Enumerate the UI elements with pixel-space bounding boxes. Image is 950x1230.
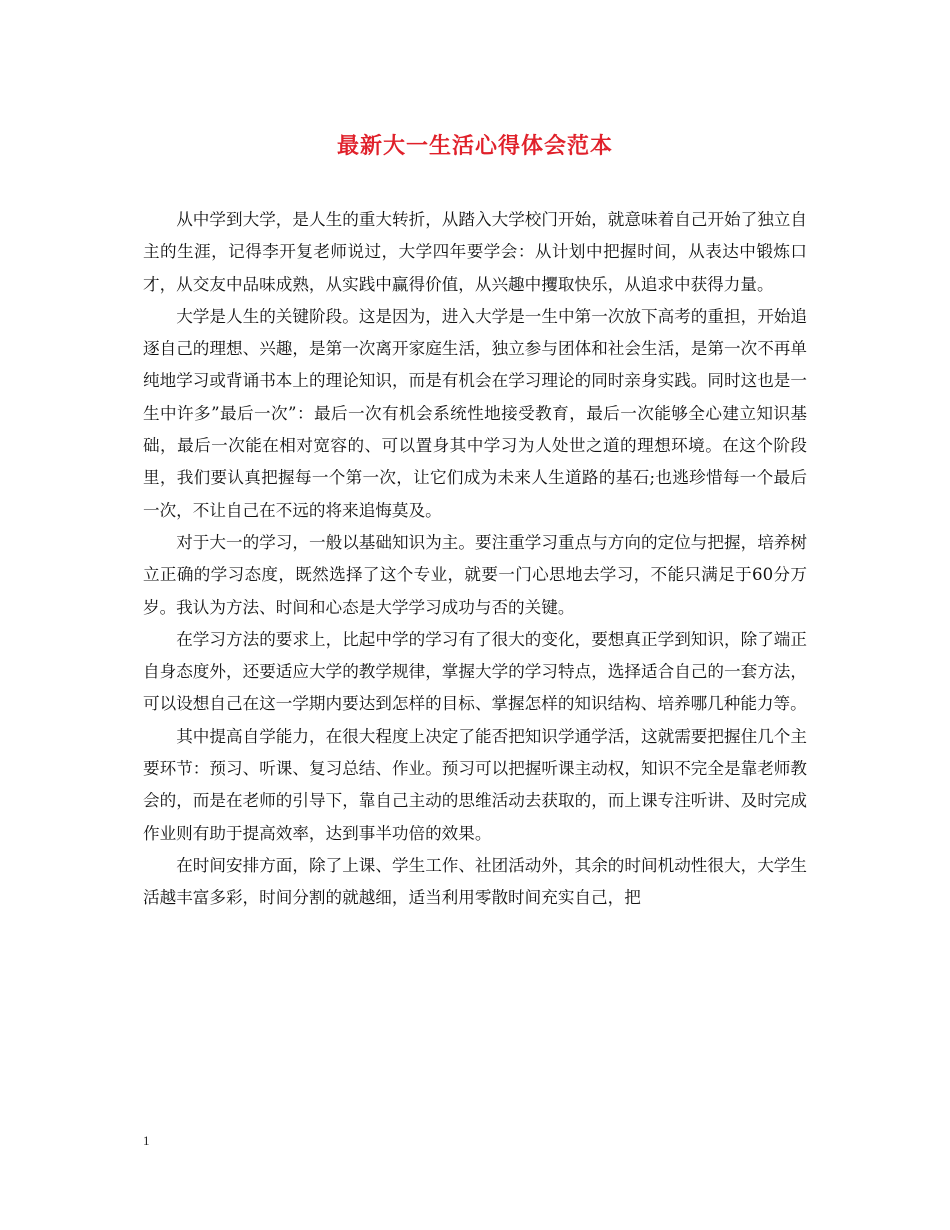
document-body bbox=[143, 204, 807, 915]
paragraph-5: 其中提高自学能力，在很大程度上决定了能否把知识学通学活，这就需要把握住几个主要环节：预习、听课、复习总结、作业。预习可以把握听课主动权，知识不完全是靠老师教会的，而是在老师的引导下，靠自己主动的思维活动去获取的，而上课专注听讲、及时完成作业则有助于提高效率，达到事半功倍的效果。 bbox=[143, 726, 807, 843]
paragraph-1: 从中学到大学，是人生的重大转折，从踏入大学校门开始，就意味着自己开始了独立自主的生涯，记得李开复老师说过，大学四年要学会：从计划中把握时间，从表达中锻炼口才，从交友中品味成熟，从实践中赢得价值，从兴趣中攫取快乐，从追求中获得力量。 bbox=[143, 210, 807, 294]
paragraph-6: 在时间安排方面，除了上课、学生工作、社团活动外，其余的时间机动性很大，大学生活越丰富多彩，时间分割的就越细，适当利用零散时间充实自己，把 bbox=[143, 855, 807, 908]
page-number: 1 bbox=[143, 1133, 150, 1148]
document-title: 最新大一生活心得体会范本 bbox=[336, 133, 613, 159]
paragraph-2: 大学是人生的关键阶段。这是因为，进入大学是一生中第一次放下高考的重担，开始追逐自己的理想、兴趣，是第一次离开家庭生活，独立参与团体和社会生活，是第一次不再单纯地学习或背诵书本上的理论知识，而是有机会在学习理论的同时亲身实践。同时这也是一生中许多”最后一次”：最后一次有机会系统性地接受教育，最后一次能够全心建立知识基础，最后一次能在相对宽容的、可以置身其中学习为人处世之道的理想环境。在这个阶段里，我们要认真把握每一个第一次，让它们成为未来人生道路的基石;也逃珍惜每一个最后一次，不让自己在不远的将来追悔莫及。 bbox=[143, 306, 807, 520]
paragraph-4: 在学习方法的要求上，比起中学的学习有了很大的变化，要想真正学到知识，除了端正自身态度外，还要适应大学的教学规律，掌握大学的学习特点，选择适合自己的一套方法，可以设想自己在这一学期内要达到怎样的目标、掌握怎样的知识结构、培养哪几种能力等。 bbox=[143, 629, 807, 714]
paragraph-3: 对于大一的学习，一般以基础知识为主。要注重学习重点与方向的定位与把握，培养树立正确的学习态度，既然选择了这个专业，就要一门心思地去学习，不能只满足于60分万岁。我认为方法、时间和心态是大学学习成功与否的关键。 bbox=[143, 532, 807, 617]
